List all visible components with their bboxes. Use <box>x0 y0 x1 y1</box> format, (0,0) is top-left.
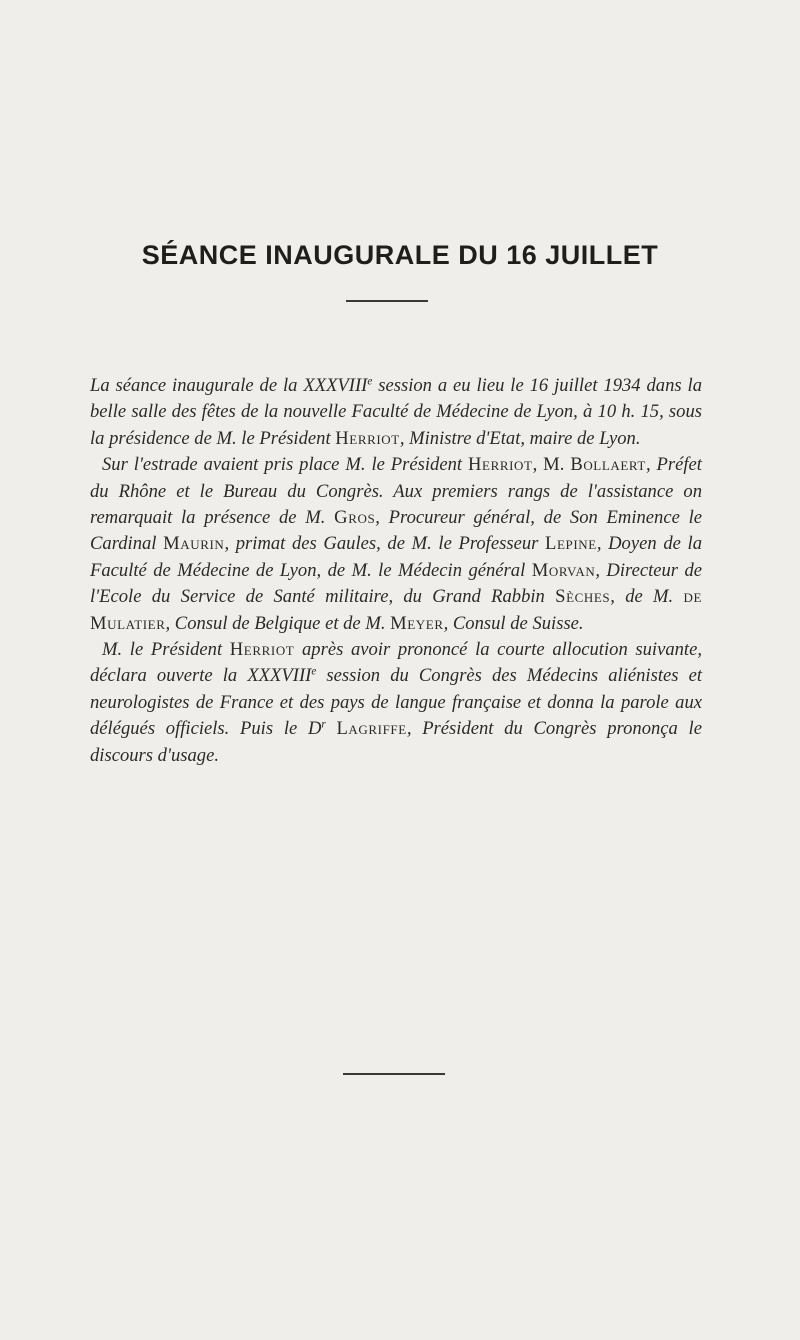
page-title: SÉANCE INAUGURALE DU 16 JUILLET <box>141 240 659 270</box>
name-meyer: Meyer <box>390 612 444 634</box>
p1-text-c: , Ministre d'Etat, maire de Lyon. <box>399 427 641 449</box>
name-maurin: Maurin <box>163 533 225 555</box>
p2-text-a: Sur l'estrade avaient pris place M. le Président <box>102 454 469 476</box>
top-divider <box>346 300 428 302</box>
bottom-divider <box>343 1073 445 1075</box>
p3-superscript-r: r <box>321 718 326 731</box>
p2-text-g: , Directeur de l'Ecole du Service de Santé militaire, du Grand Rabbin <box>90 559 703 608</box>
name-morvan: Morvan <box>531 559 596 581</box>
p2-text-c: , Préfet du Rhône et le Bureau du Congrès. Aux premiers rangs de l'assistance on remarquait la présence de M. <box>90 454 702 529</box>
name-lepine: Lepine <box>545 533 597 555</box>
paragraph-1 <box>90 373 702 452</box>
p1-text-a: La séance inaugurale de la XXXVIII <box>90 375 368 396</box>
name-herriot: Herriot <box>335 427 400 449</box>
body-text <box>90 373 702 769</box>
p2-text-i: , Consul de Belgique et de M. <box>165 612 391 634</box>
name-bollaert: Bollaert <box>570 454 646 476</box>
paragraph-2 <box>90 452 702 637</box>
name-herriot: Herriot <box>468 454 533 476</box>
p1-superscript: e <box>367 375 373 388</box>
p3-text-b: après avoir prononcé la courte allocution suivante, déclara ouverte la XXXVIII <box>90 639 703 687</box>
name-herriot: Herriot <box>229 639 295 661</box>
p3-superscript-e: e <box>311 665 317 678</box>
p3-text-a: M. le Président <box>102 639 230 661</box>
p2-text-h: , de M. <box>610 586 684 608</box>
name-lagriffe: Lagriffe <box>336 718 407 740</box>
name-seches: Sèches <box>555 586 611 608</box>
p2-text-b: , M. <box>532 454 571 476</box>
name-gros: Gros <box>334 507 376 529</box>
paragraph-3 <box>90 637 702 769</box>
name-de-mulatier: de Mulatier <box>90 586 703 634</box>
p2-text-j: , Consul de Suisse. <box>443 612 584 634</box>
p2-text-d: , Procureur général, de Son Eminence le Cardinal <box>90 507 703 555</box>
p3-text-d: , Président du Congrès prononça le discours d'usage. <box>90 718 702 766</box>
p2-text-f: , Doyen de la Faculté de Médecine de Lyon, de M. le Médecin général <box>90 533 702 581</box>
p3-text-c: session du Congrès des Médecins aliénistes et neurologistes de France et des pays de langue française et donna la parole aux délégués officiels. Puis le D <box>90 665 702 740</box>
p2-text-e: , primat des Gaules, de M. le Professeur <box>224 533 546 555</box>
p1-text-b: session a eu lieu le 16 juillet 1934 dans la belle salle des fêtes de la nouvelle Faculté de Médecine de Lyon, à 10 h. 15, sous la présidence de M. le Président <box>90 375 702 449</box>
